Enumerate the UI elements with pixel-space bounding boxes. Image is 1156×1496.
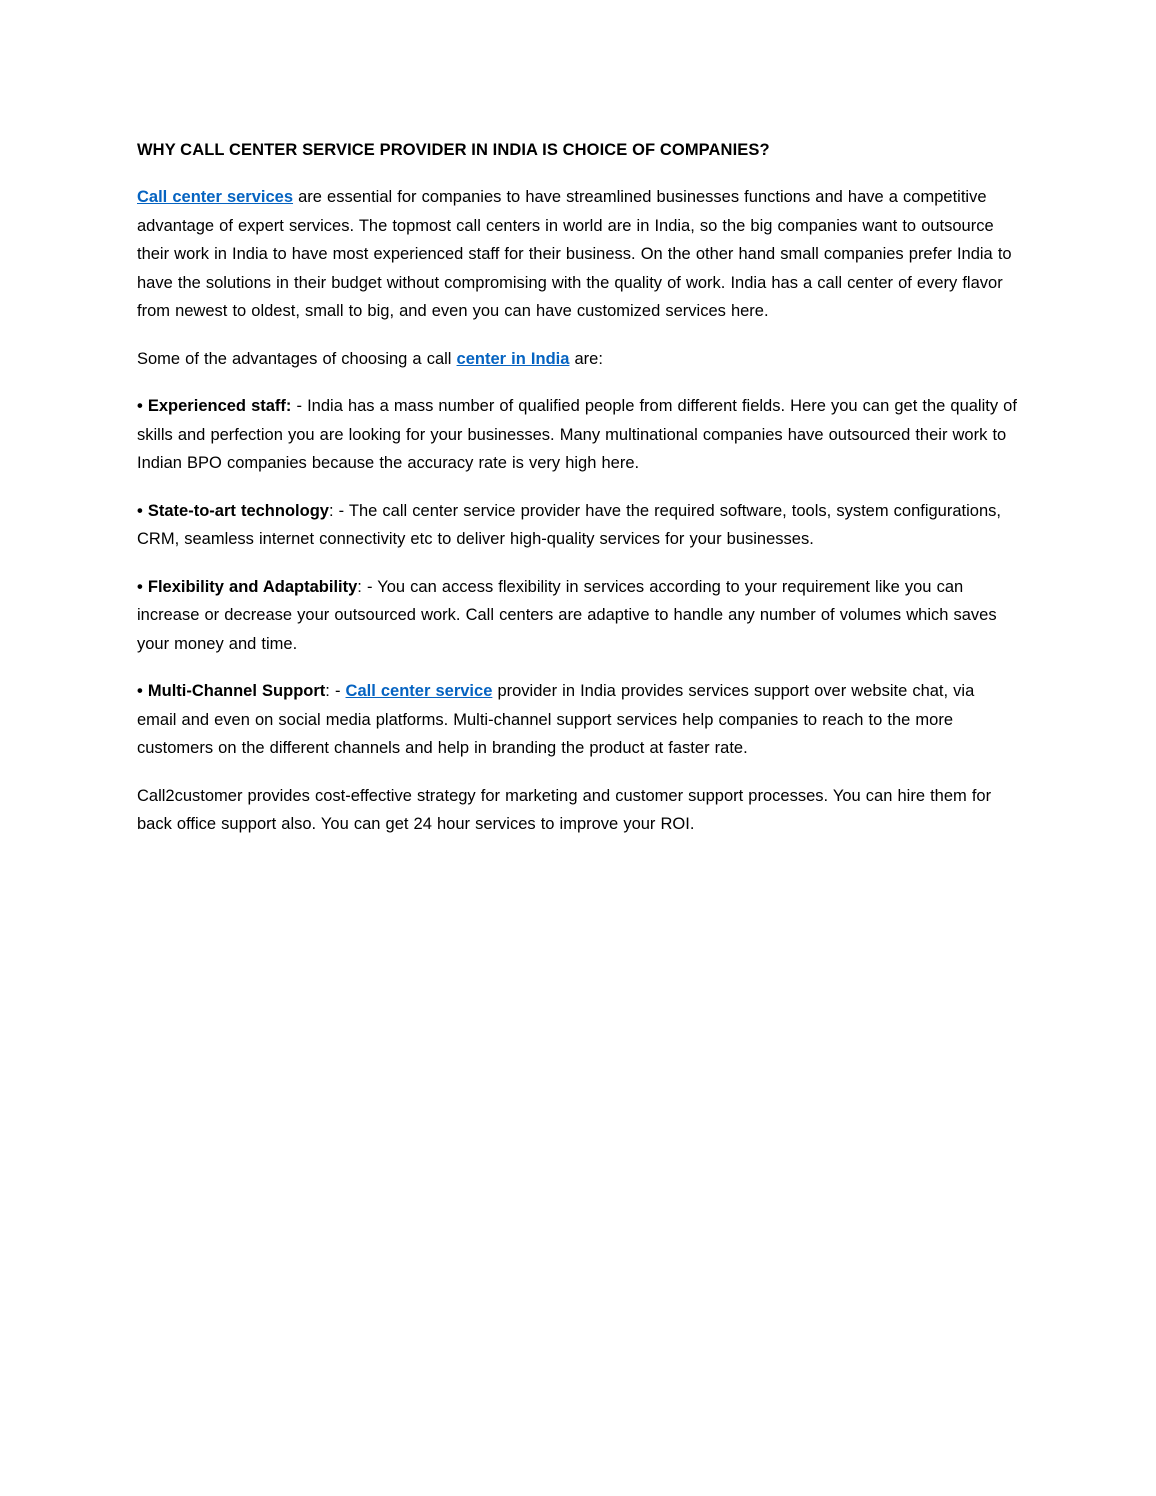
advantages-lead-paragraph	[137, 345, 1018, 374]
bullet-marker: •	[137, 501, 148, 520]
call-center-service-link[interactable]: Call center service	[345, 682, 493, 700]
closing-paragraph	[137, 782, 1018, 839]
bullet-multichannel-text: provider in India provides services support over website chat, via email and even on social media platforms. Multi-channel support services help companies to reach to the more customers on the different channels and help in branding the product at faster rate.	[137, 682, 975, 757]
bullet-multichannel-separator: : -	[325, 682, 346, 700]
bullet-multichannel	[137, 677, 1018, 763]
call-center-services-link[interactable]: Call center services	[137, 188, 294, 206]
center-in-india-link[interactable]: center in India	[456, 349, 570, 368]
bullet-marker: •	[137, 682, 148, 700]
bullet-flexibility-text: : - You can access flexibility in services according to your requirement like you can increase or decrease your outsourced work. Call centers are adaptive to handle any number of volumes which saves your money and time.	[137, 577, 997, 653]
intro-paragraph-text: are essential for companies to have streamlined businesses functions and have a competitive advantage of expert services. The topmost call centers in world are in India, so the big companies want to outsource their work in India to have most experienced staff for their business. On the other hand small companies prefer India to have the solutions in their budget without compromising with the quality of work. India has a call center of every flavor from newest to oldest, small to big, and even you can have customized services here.	[137, 188, 1012, 320]
page-title: WHY CALL CENTER SERVICE PROVIDER IN INDIA IS CHOICE OF COMPANIES?	[137, 141, 770, 159]
bullet-flexibility	[137, 573, 1018, 659]
bullet-flexibility-label: Flexibility and Adaptability	[147, 577, 358, 596]
bullet-marker: •	[137, 577, 148, 596]
advantages-lead-after: are:	[569, 349, 603, 368]
bullet-experienced-text: - India has a mass number of qualified people from different fields. Here you can get the quality of skills and perfection you are looking for your businesses. Many multinational companies have outsourced their work to Indian BPO companies because the accuracy rate is very high here.	[137, 397, 1017, 472]
closing-text: Call2customer provides cost-effective strategy for marketing and customer support processes. You can hire them for back office support also. You can get 24 hour services to improve your ROI.	[137, 786, 992, 833]
bullet-technology-text: : - The call center service provider have the required software, tools, system configurations, CRM, seamless internet connectivity etc to deliver high-quality services for your businesses.	[137, 501, 1001, 548]
bullet-technology	[137, 497, 1018, 554]
intro-paragraph	[137, 183, 1018, 326]
advantages-lead-before: Some of the advantages of choosing a call	[137, 349, 457, 368]
bullet-marker: •	[137, 397, 148, 415]
bullet-experienced-staff	[137, 392, 1018, 478]
bullet-technology-label: State-to-art technology	[147, 501, 329, 520]
bullet-multichannel-label: Multi-Channel Support	[147, 682, 326, 700]
bullet-experienced-label: Experienced staff:	[147, 397, 292, 415]
